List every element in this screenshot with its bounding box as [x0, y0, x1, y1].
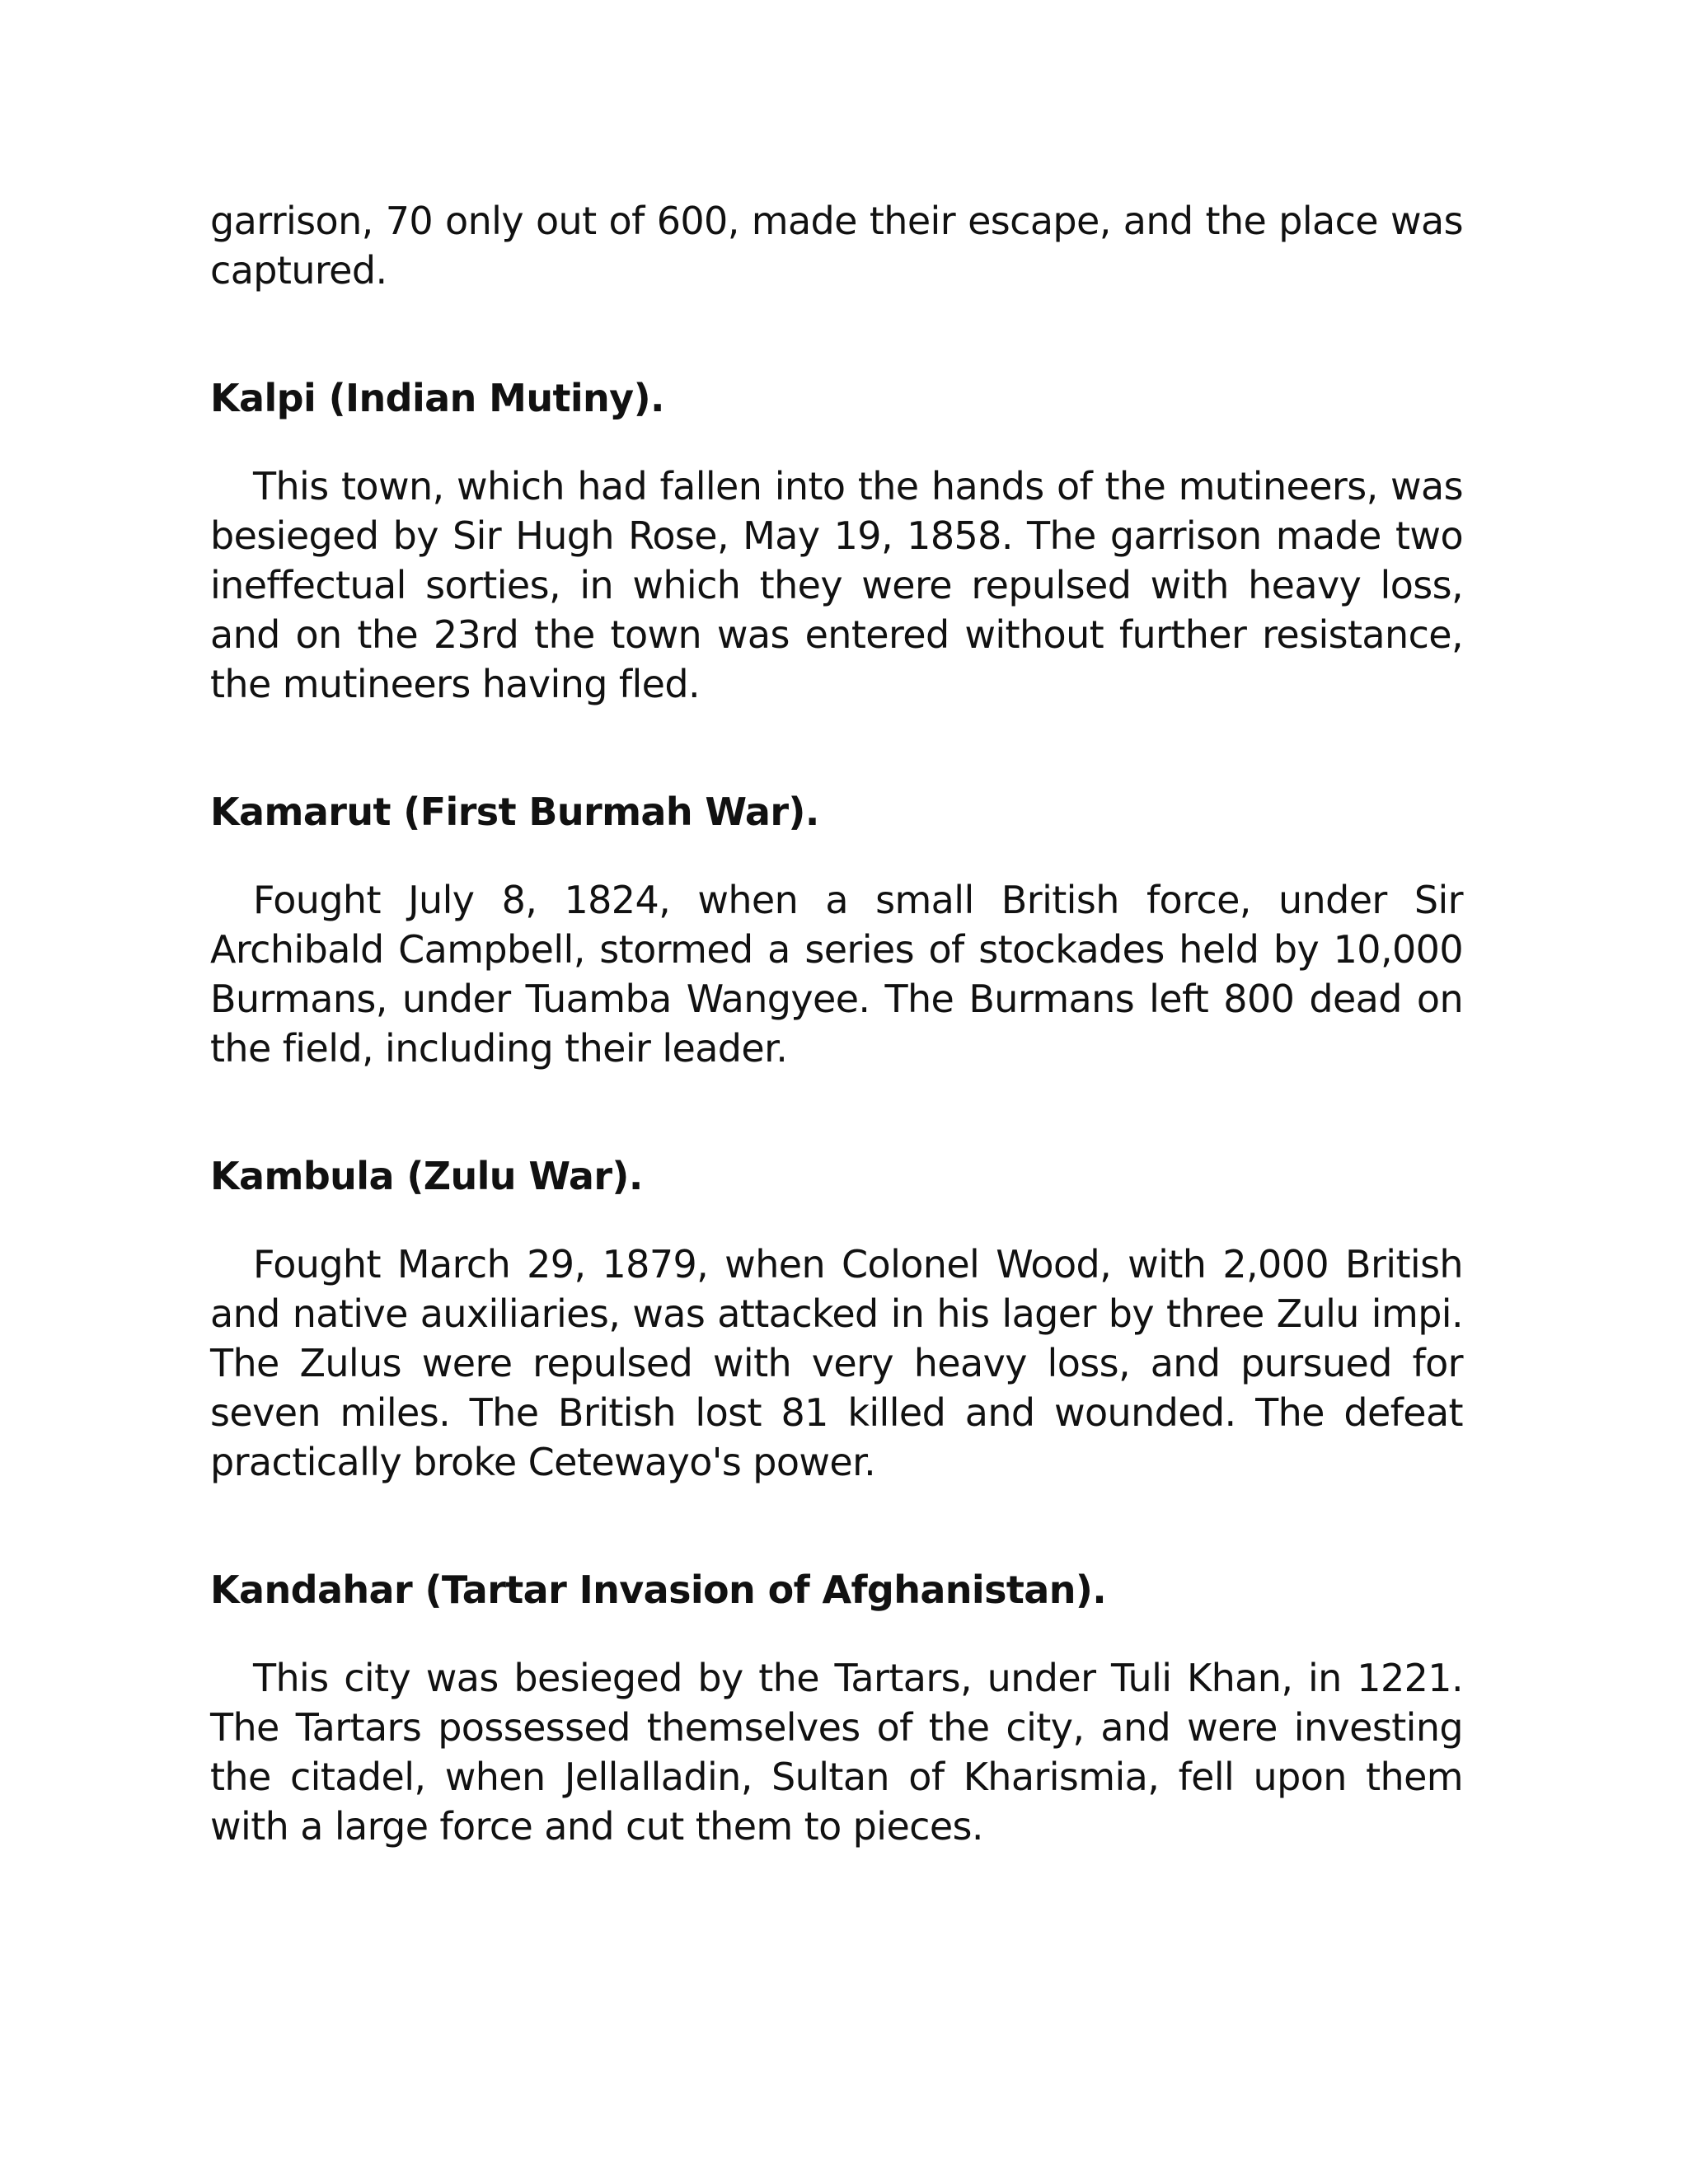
opening-paragraph: garrison, 70 only out of 600, made their escape, and the place was captured.	[210, 199, 1463, 293]
entry-body-kamarut: Fought July 8, 1824, when a small British force, under Sir Archibald Campbell, stormed a series of stockades held by 10,000 Burmans, under Tuamba Wangyee. The Burmans left 800 dead on the field, including their leader.	[210, 878, 1463, 1071]
entry-heading-kalpi: Kalpi (Indian Mutiny).	[210, 376, 664, 420]
entry-body-kandahar: This city was besieged by the Tartars, under Tuli Khan, in 1221. The Tartars possessed themselves of the city, and were investing the citadel, when Jellalladin, Sultan of Kharismia, fell upon them with a large force and cut them to pieces.	[210, 1656, 1463, 1849]
entry-heading-kambula: Kambula (Zulu War).	[210, 1154, 643, 1198]
entry-heading-kamarut: Kamarut (First Burmah War).	[210, 790, 819, 834]
entry-body-kambula: Fought March 29, 1879, when Colonel Wood, with 2,000 British and native auxiliaries, was attacked in his lager by three Zulu impi. The Zulus were repulsed with very heavy loss, and pursued for seven miles. The British lost 81 killed and wounded. The defeat practically broke Cetewayo's power.	[210, 1242, 1463, 1484]
entry-body-kalpi: This town, which had fallen into the hands of the mutineers, was besieged by Sir Hugh Rose, May 19, 1858. The garrison made two ineffectual sorties, in which they were repulsed with heavy loss, and on the 23rd the town was entered without further resistance, the mutineers having fled.	[210, 464, 1463, 706]
document-page	[210, 196, 1463, 1851]
entry-heading-kandahar: Kandahar (Tartar Invasion of Afghanistan).	[210, 1568, 1107, 1612]
